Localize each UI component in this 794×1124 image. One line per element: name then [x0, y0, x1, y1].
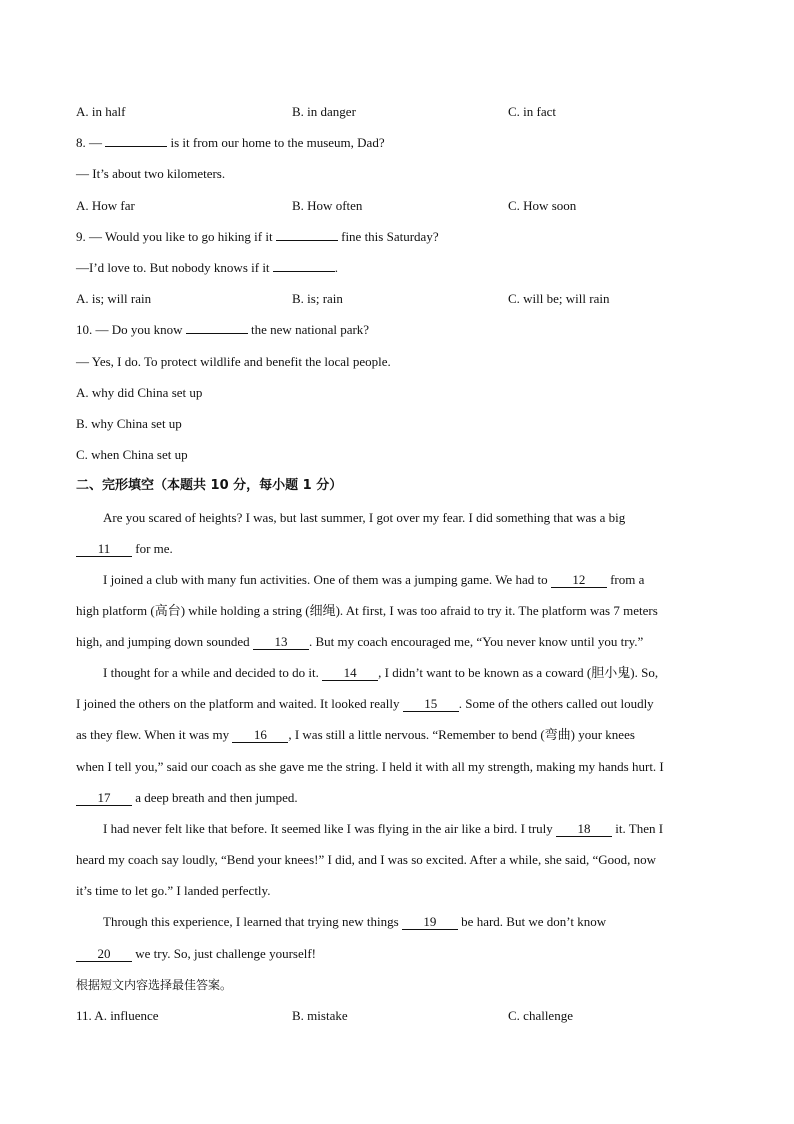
section-2-title: 二、完形填空（本题共 10 分，每小题 1 分） [76, 478, 343, 493]
passage-p3-line2: I joined the others on the platform and waited. It looked really 15 . Some of the others called out loudly [76, 696, 654, 711]
passage-p3-line5: 17 a deep breath and then jumped. [76, 790, 298, 806]
blank-16: 16 [232, 728, 288, 743]
blank-15: 15 [403, 697, 459, 712]
blank-19: 19 [402, 915, 458, 930]
blank-18: 18 [556, 822, 612, 837]
passage-p4-line3: it’s time to let go.” I landed perfectly. [76, 883, 271, 898]
passage-p2-line3: high, and jumping down sounded 13 . But my coach encouraged me, “You never know until you try.” [76, 634, 644, 649]
q8-option-c: C. How soon [508, 198, 577, 213]
q7-option-c: C. in fact [508, 104, 557, 119]
q8-question: 8. — is it from our home to the museum, Dad? [76, 135, 385, 150]
passage-p5-line1: Through this experience, I learned that trying new things 19 be hard. But we don’t know [103, 914, 607, 929]
q10-option-a: A. why did China set up [76, 385, 203, 400]
blank-13: 13 [253, 635, 309, 650]
blank-11: 11 [76, 542, 132, 557]
q11-option-a: 11. A. influence [76, 1008, 159, 1023]
q7-option-b: B. in danger [292, 104, 356, 119]
passage-p3-line1: I thought for a while and decided to do it. 14 , I didn’t want to be known as a coward (胆小鬼). So, [103, 665, 659, 680]
passage-p2-line2: high platform (高台) while holding a string (细绳). At first, I was too afraid to try it. The platform was 7 meters [76, 603, 658, 618]
q10-question: 10. — Do you know the new national park? [76, 322, 370, 337]
blank-17: 17 [76, 791, 132, 806]
passage-p3-line3: as they flew. When it was my 16 , I was still a little nervous. “Remember to bend (弯曲) your knees [76, 727, 635, 742]
q11-option-b: B. mistake [292, 1008, 348, 1023]
instruction: 根据短文内容选择最佳答案。 [76, 978, 233, 992]
q10-option-c: C. when China set up [76, 447, 188, 462]
q9-option-b: B. is; rain [292, 291, 343, 306]
q8-blank [105, 146, 167, 147]
blank-20: 20 [76, 947, 132, 962]
q9-option-a: A. is; will rain [76, 291, 152, 306]
blank-14: 14 [322, 666, 378, 681]
q11-option-c: C. challenge [508, 1008, 573, 1023]
q10-option-b: B. why China set up [76, 416, 182, 431]
passage-p3-line4: when I tell you,” said our coach as she gave me the string. I held it with all my strength, making my hands hurt. I [76, 759, 664, 774]
q10-blank [186, 333, 248, 334]
q9-blank-2 [273, 271, 335, 272]
q8-option-a: A. How far [76, 198, 135, 213]
passage-p1-line2: 11 for me. [76, 541, 173, 557]
passage-p1-line1: Are you scared of heights? I was, but last summer, I got over my fear. I did something that was a big [103, 510, 626, 525]
q8-option-b: B. How often [292, 198, 363, 213]
q8-answer: — It’s about two kilometers. [76, 166, 226, 181]
q7-option-a: A. in half [76, 104, 126, 119]
q9-blank-1 [276, 240, 338, 241]
passage-p4-line2: heard my coach say loudly, “Bend your knees!” I did, and I was so excited. After a while, she said, “Good, now [76, 852, 657, 867]
passage-p2-line1: I joined a club with many fun activities. One of them was a jumping game. We had to 12 from a [103, 572, 645, 587]
q9-option-c: C. will be; will rain [508, 291, 610, 306]
q9-question: 9. — Would you like to go hiking if it fine this Saturday? [76, 229, 439, 244]
passage-p4-line1: I had never felt like that before. It seemed like I was flying in the air like a bird. I truly 18 it. Then I [103, 821, 664, 836]
q10-answer: — Yes, I do. To protect wildlife and benefit the local people. [76, 354, 391, 369]
blank-12: 12 [551, 573, 607, 588]
passage-p5-line2: 20 we try. So, just challenge yourself! [76, 946, 316, 962]
q9-answer: —I’d love to. But nobody knows if it . [76, 260, 339, 275]
